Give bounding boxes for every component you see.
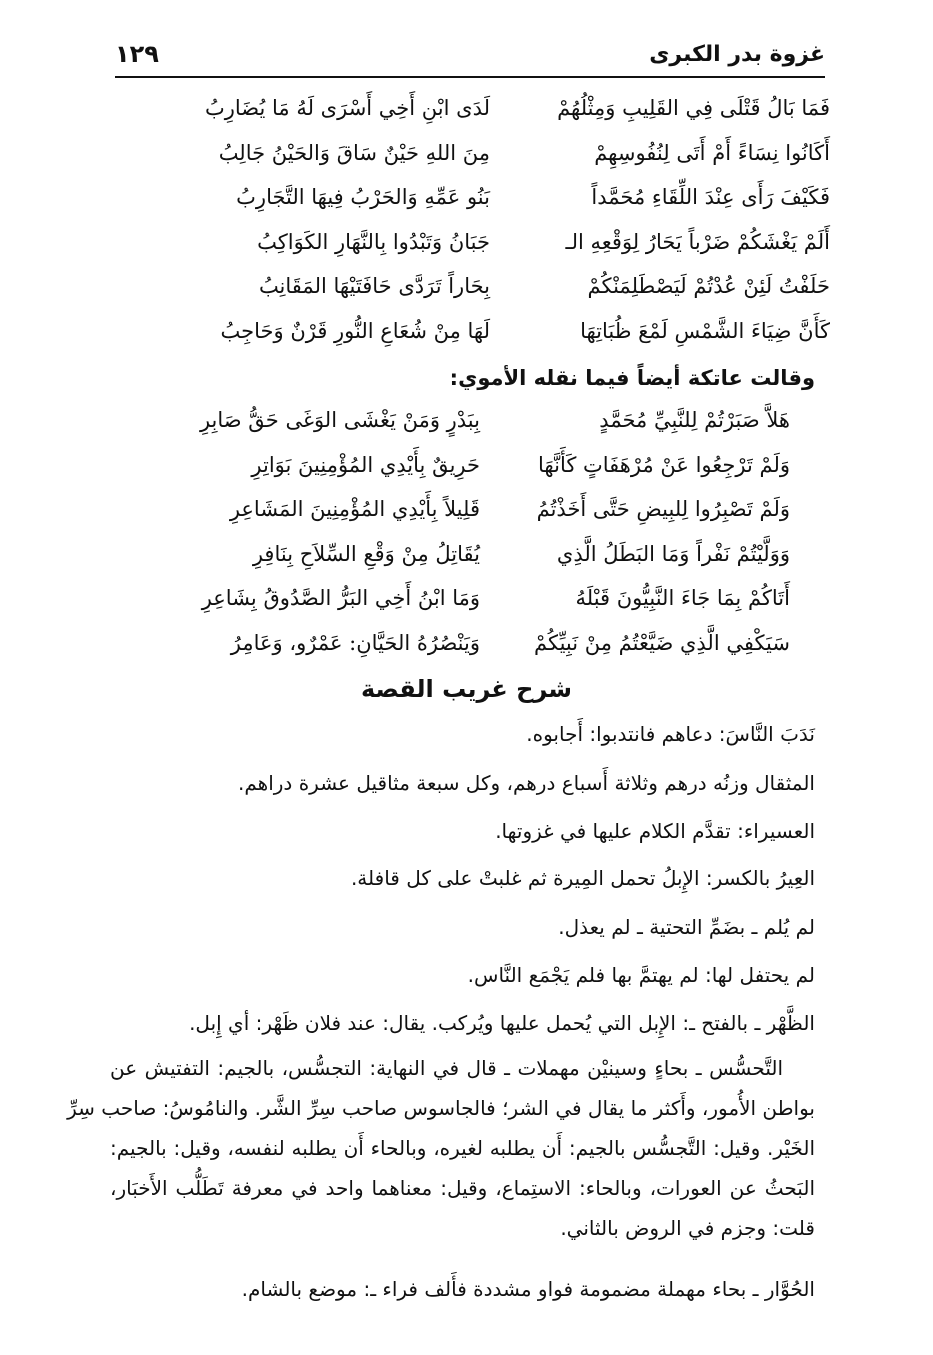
verse-line	[170, 230, 830, 275]
verse-first-hemistich: سَيَكْفِي الَّذِي ضَيَّعْتُمُ مِنْ نَبِيِّكُمْ	[534, 630, 790, 655]
verse-second-hemistich: جَبَانُ وَتَبْدُوا بِالنَّهَارِ الكَوَاكِبُ	[257, 229, 490, 254]
verse-first-hemistich: أَلَمْ يَغْشَكُمْ ضَرْباً يَحَارُ لِوَقْعِهِ الـ	[565, 229, 830, 254]
verse-line	[200, 497, 790, 542]
verse-line	[200, 453, 790, 498]
verse-line	[200, 408, 790, 453]
verse-line	[170, 141, 830, 186]
verse-line	[200, 542, 790, 587]
verse-second-hemistich: لَدَى ابْنِ أَخِي أَسْرَى لَهُ مَا يُضَارِبُ	[204, 96, 490, 120]
glossary-entry: لم يُلم ـ بضَمِّ التحتية ـ لم يعذل.	[558, 915, 815, 939]
glossary-entry: الظَّهْر ـ بالفتح ـ: الإِبل التي يُحمل عليها ويُركب. يقال: عند فلان ظَهْر: أي إِبل.	[189, 1011, 815, 1035]
verse-line	[170, 96, 830, 141]
verse-second-hemistich: لَهَا مِنْ شُعَاعِ النُّورِ قَرْنٌ وَحَاجِبُ	[220, 318, 490, 343]
running-title: غزوة بدر الكبرى	[649, 42, 825, 67]
glossary-entry: لم يحتفل لها: لم يهتمَّ بها فلم يَجْمَع النَّاس.	[467, 963, 815, 987]
verse-second-hemistich: يُقَاتِلُ مِنْ وَقْعِ السِّلاَحِ بِنَافِرِ	[252, 541, 480, 566]
verse-first-hemistich: فَمَا بَالُ قَتْلَى فِي القَلِيبِ وَمِثْلُهُمْ	[557, 96, 830, 120]
section-heading: شرح غريب القصة	[361, 675, 572, 703]
poem-atika-first	[170, 96, 830, 363]
verse-second-hemistich: بِبَدْرٍ وَمَنْ يَغْشَى الوَغَى حَقُّ صَابِرِ	[199, 408, 480, 432]
page-header	[115, 38, 825, 78]
verse-second-hemistich: قَلِيلاً بِأَيْدِي المُؤْمِنِينَ المَشَاعِرِ	[229, 497, 480, 521]
paragraph-line: قلت: وجزم في الروض بالثاني.	[560, 1216, 815, 1240]
verse-line	[200, 631, 790, 676]
poem-atika-second	[200, 408, 790, 675]
verse-first-hemistich: أَتَاكُمْ بِمَا جَاءَ النَّبِيُّونَ قَبْلَهُ	[575, 586, 790, 610]
verse-second-hemistich: بِحَاراً تَرَدَّى حَافَتَيْهَا المَقَانِبُ	[258, 274, 490, 298]
verse-first-hemistich: وَلَمْ تَصْبِرُوا لِلبِيضِ حَتَّى أَخَذْتُمُ	[536, 497, 790, 521]
verse-line	[170, 185, 830, 230]
paragraph-line: بواطن الأُمور، وأَكثر ما يقال في الشر؛ فالجاسوس صاحب سِرِّ الشَّر. والنامُوسُ: صاحب سِرِّ	[67, 1096, 815, 1120]
verse-line	[170, 274, 830, 319]
verse-second-hemistich: بَنُو عَمِّهِ وَالحَرْبُ فِيهَا التَّجَارِبُ	[236, 185, 490, 209]
glossary-entry: المثقال وزنُه درهم وثلاثة أَسباع درهم، وكل سبعة مثاقيل عشرة دراهم.	[238, 771, 815, 795]
verse-second-hemistich: وَمَا ابْنُ أَخِي البَرُّ الصَّدُوقُ بِشَاعِرِ	[201, 586, 480, 610]
verse-first-hemistich: أَكَانُوا نِسَاءً أَمْ أَتَى لِنُفُوسِهِمْ	[594, 140, 830, 165]
glossary-entry: العِيرُ بالكسر: الإِبلُ تحمل المِيرة ثم غلبتْ على كل قافلة.	[350, 866, 815, 890]
verse-line	[170, 319, 830, 364]
verse-first-hemistich: وَوَلَّيْتُمْ نَفْراً وَمَا البَطَلُ الَّذِي	[556, 541, 790, 566]
page-number: ١٢٩	[115, 40, 159, 68]
paragraph-line: التَّحسُّس ـ بحاءٍ وسينيْن مهملات ـ قال في النهاية: التجسُّس، بالجيم: التفتيش عن	[110, 1056, 783, 1080]
verse-second-hemistich: وَيَنْصُرُهُ الحَيَّانِ: عَمْرٌو، وَعَامِرُ	[230, 630, 480, 655]
poem-intro: وقالت عاتكة أيضاً فيما نقله الأموي:	[449, 366, 815, 390]
verse-first-hemistich: حَلَفْتُ لَئِنْ عُدْتُمْ لَيَصْطَلِمَنْكُمْ	[587, 274, 830, 298]
verse-second-hemistich: مِنَ اللهِ حَيْنٌ سَاقَ وَالحَيْنُ جَالِبُ	[218, 140, 490, 165]
glossary-paragraph-tahassus	[67, 1056, 815, 1256]
verse-first-hemistich: كَأَنَّ ضِيَاءَ الشَّمْسِ لَمْعَ ظُبَاتِهَا	[580, 318, 830, 343]
verse-line	[200, 586, 790, 631]
paragraph-line: الخَيْر. وقيل: التَّجسُّس بالجيم: أَن يطلبه لغيره، وبالحاء أَن يطلبه لنفسه، وقيل: بالجيم:	[110, 1136, 815, 1160]
paragraph-line: البَحثُ عن العورات، وبالحاء: الاستِماع، وقيل: معناهما واحد في معرفة تَطَلُّب الأَخبَار،	[110, 1176, 815, 1200]
glossary-entry: نَدَبَ النَّاسَ: دعاهم فانتدبوا: أَجابوه.	[526, 722, 815, 746]
glossary-entry: الحُوَّار ـ بحاء مهملة مضمومة فواو مشددة فأَلف فراء ـ: موضع بالشام.	[241, 1277, 815, 1301]
glossary-entry: العسيراء: تقدَّم الكلام عليها في غزوتها.	[495, 819, 815, 843]
verse-first-hemistich: وَلَمْ تَرْجِعُوا عَنْ مُرْهَفَاتٍ كَأَنَّهَا	[538, 452, 790, 477]
verse-first-hemistich: فَكَيْفَ رَأَى عِنْدَ اللِّقَاءِ مُحَمَّداً	[591, 185, 830, 209]
verse-first-hemistich: هَلاَّ صَبَرْتُمْ لِلنَّبِيِّ مُحَمَّدٍ	[599, 408, 790, 432]
verse-second-hemistich: حَرِيقٌ بِأَيْدِي المُؤْمِنِينَ بَوَاتِرِ	[251, 452, 480, 477]
